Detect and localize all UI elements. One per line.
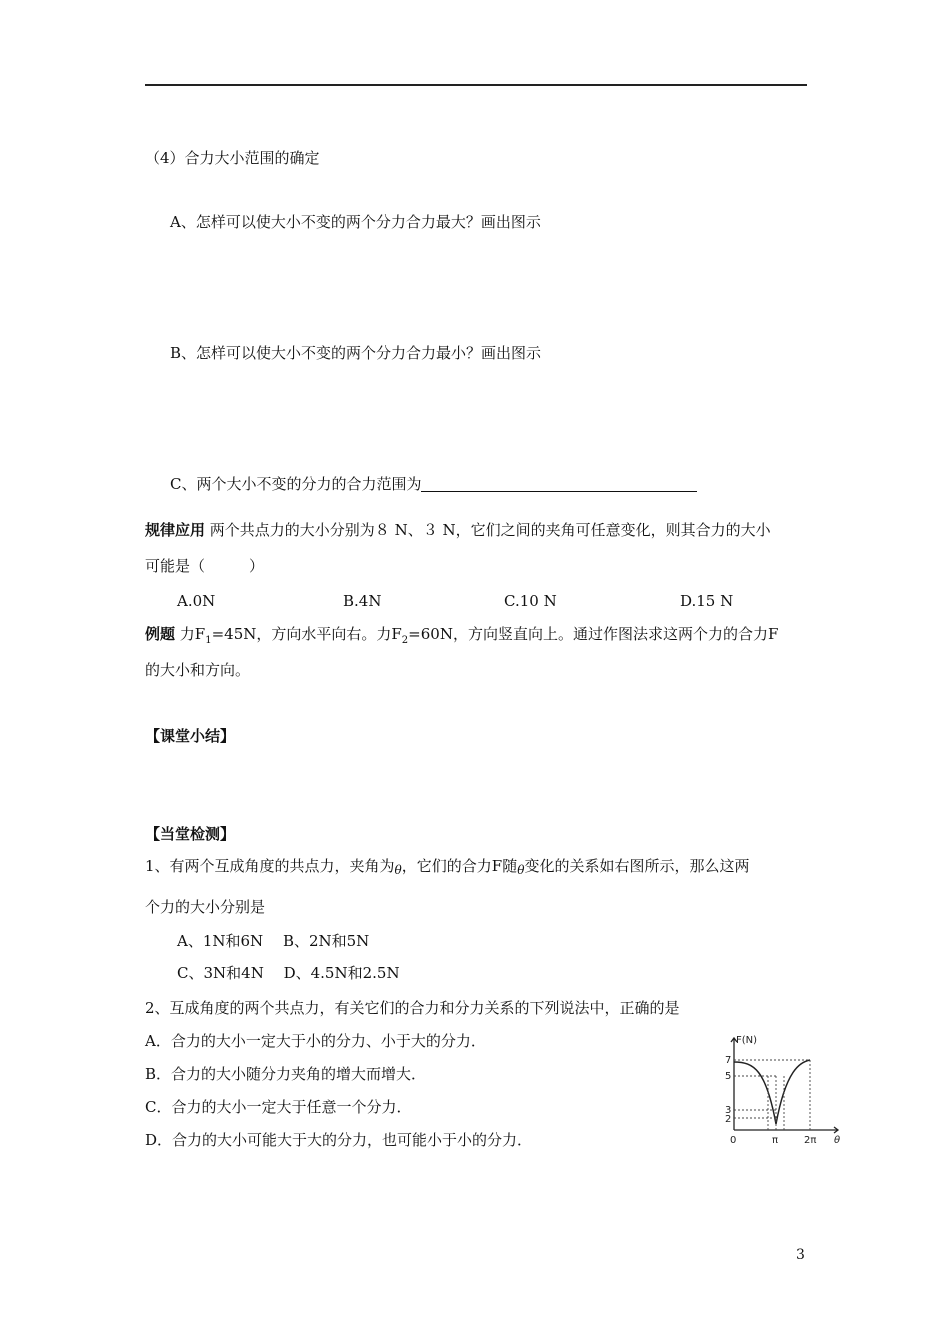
- example-line-2: 的大小和方向。: [145, 661, 251, 679]
- example-line-1: [145, 624, 778, 651]
- question-c: [170, 474, 697, 494]
- subscript-1: 1: [205, 635, 212, 646]
- page-number: 3: [796, 1247, 805, 1263]
- option-b: B.4N: [343, 592, 382, 610]
- test-q2-option-b: B．合力的大小随分力夹角的增大而增大．: [145, 1065, 427, 1083]
- y-axis-label: F(N): [736, 1035, 758, 1046]
- answer-blank: [421, 475, 697, 492]
- summary-heading: 【课堂小结】: [145, 727, 236, 745]
- x-tick-pi: π: [772, 1135, 779, 1146]
- q1-text-b: ，它们的合力F随: [401, 857, 518, 875]
- x-axis-label: θ: [834, 1135, 841, 1146]
- application-text: 两个共点力的大小分别为８ N、３ N，它们之间的夹角可任意变化，则其合力的大小: [209, 521, 771, 539]
- question-a: A、怎样可以使大小不变的两个分力合力最大？画出图示: [170, 213, 541, 231]
- section-4-heading: （4）合力大小范围的确定: [145, 149, 320, 167]
- question-c-text: C、两个大小不变的分力的合力范围为: [170, 475, 422, 493]
- q1-text-c: 变化的关系如右图所示，那么这两: [524, 857, 750, 875]
- question-b: B、怎样可以使大小不变的两个分力合力最小？画出图示: [170, 344, 542, 362]
- test-q2-stem: 2、互成角度的两个共点力，有关它们的合力和分力关系的下列说法中，正确的是: [145, 999, 680, 1017]
- y-tick-3: 3: [725, 1105, 732, 1116]
- x-tick-2pi: 2π: [804, 1135, 817, 1146]
- option-a: A.0N: [177, 592, 216, 610]
- subscript-2: 2: [401, 635, 409, 646]
- q1-text-a: 1、有两个互成角度的共点力，夹角为: [145, 857, 395, 875]
- application-line2-start: 可能是（: [145, 557, 206, 575]
- theta-symbol: θ: [517, 863, 525, 877]
- y-tick-5: 5: [725, 1071, 732, 1082]
- application-line2-end: ）: [249, 557, 265, 575]
- example-label: 例题: [145, 625, 176, 643]
- theta-symbol: θ: [394, 863, 402, 877]
- test-q1-line-1: [145, 856, 749, 880]
- application-line-2: [145, 556, 264, 576]
- test-q1-line-2: 个力的大小分别是: [145, 898, 266, 916]
- y-tick-2: 2: [725, 1114, 732, 1125]
- resultant-curve: [734, 1060, 810, 1124]
- application-line-1: [145, 520, 771, 540]
- header-rule: [145, 84, 807, 86]
- test-heading: 【当堂检测】: [145, 825, 236, 843]
- test-q2-option-c: C．合力的大小一定大于任意一个分力．: [145, 1098, 412, 1116]
- option-c: C.10 N: [504, 592, 557, 610]
- application-label: 规律应用: [145, 521, 206, 539]
- y-tick-7: 7: [725, 1055, 732, 1066]
- test-q2-option-a: A．合力的大小一定大于小的分力、小于大的分力．: [145, 1032, 486, 1050]
- option-d: D.15 N: [680, 592, 734, 610]
- example-text-1: 力F: [179, 625, 206, 643]
- test-q1-options-2: C、3N和4N D、4.5N和2.5N: [177, 964, 400, 982]
- x-tick-0: 0: [730, 1135, 737, 1146]
- example-text-3: =60N，方向竖直向上。通过作图法求这两个力的合力F: [408, 625, 779, 643]
- test-q2-option-d: D．合力的大小可能大于大的分力，也可能小于小的分力．: [145, 1131, 533, 1149]
- test-q1-options-1: A、1N和6N B、2N和5N: [177, 932, 370, 950]
- example-text-2: =45N，方向水平向右。力F: [211, 625, 402, 643]
- force-angle-graph: [716, 1030, 846, 1148]
